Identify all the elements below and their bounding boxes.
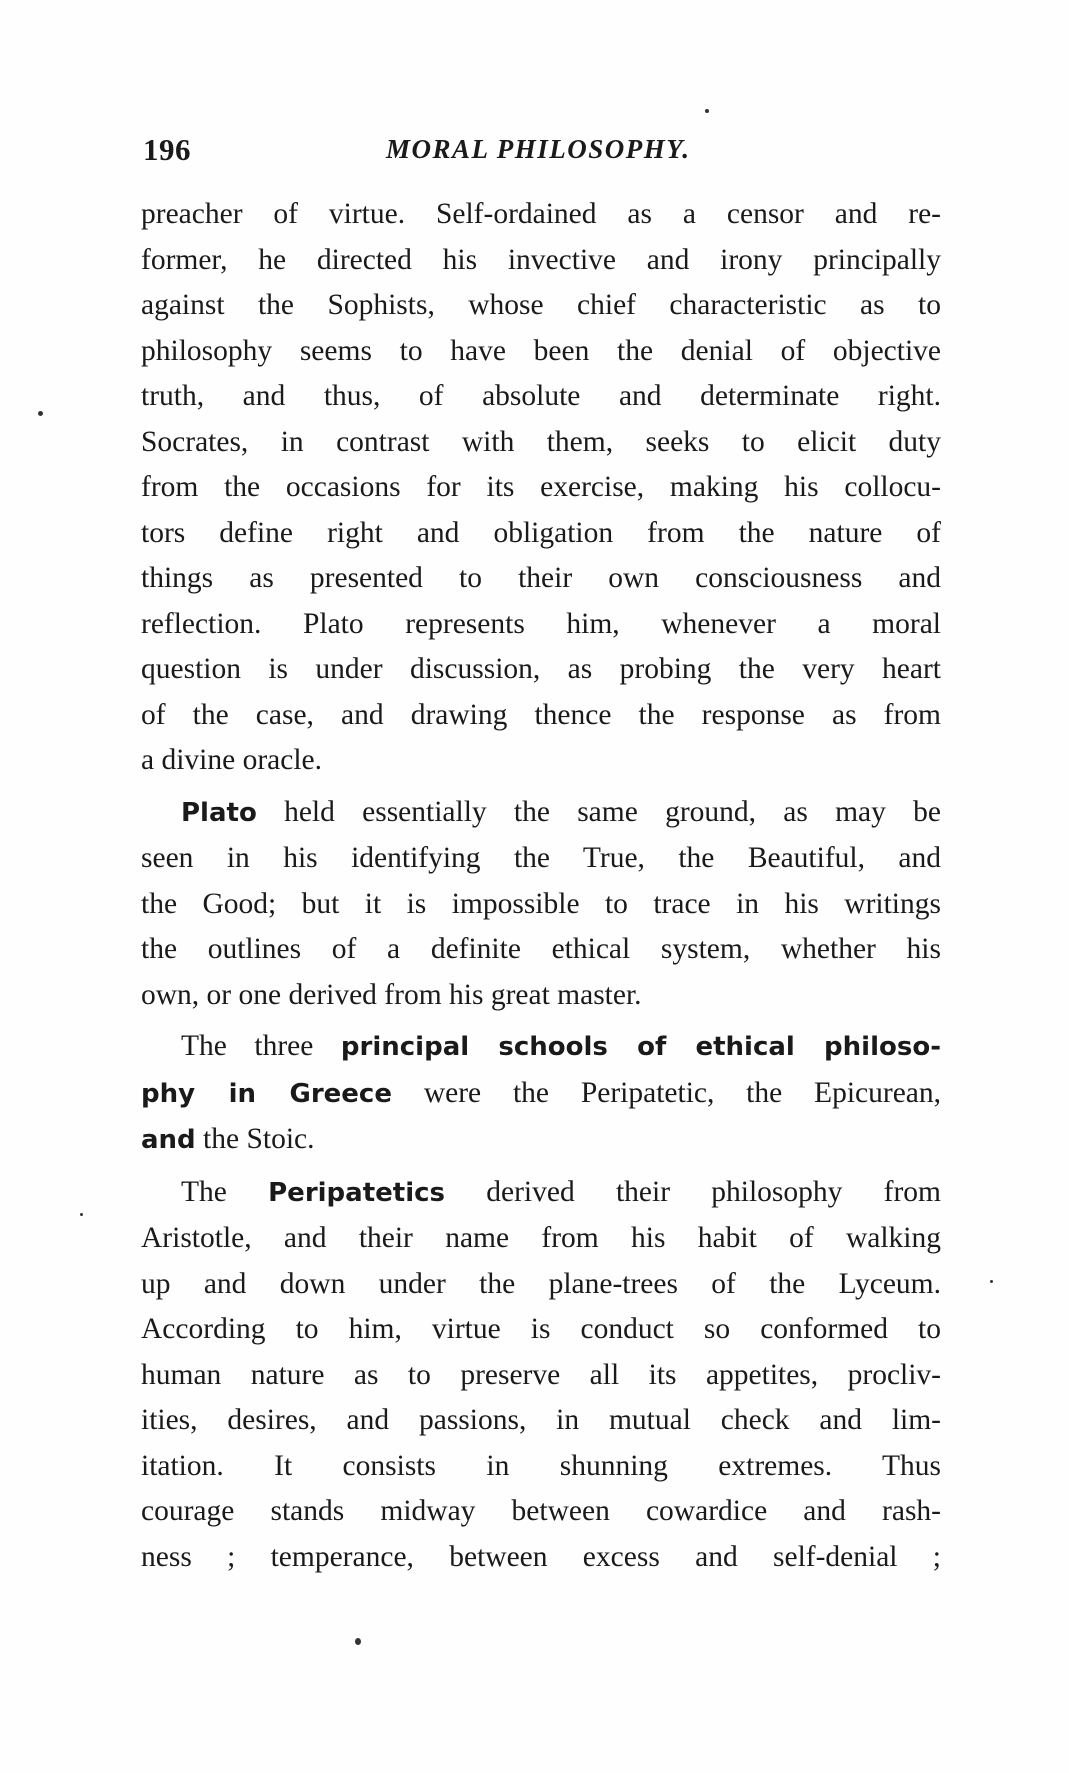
text-line: philosophy seems to have been the denial of objective (141, 334, 941, 367)
text-line: Socrates, in contrast with them, seeks to elicit duty (141, 425, 941, 458)
text-line (141, 1170, 941, 1217)
page-header (143, 132, 943, 172)
text-line: things as presented to their own consciousness and (141, 562, 941, 594)
text-run: held essentially the same ground, as may be (256, 795, 941, 828)
text-run: The (181, 1175, 269, 1208)
bold-phrase: principal schools of ethical philoso- (340, 1032, 941, 1062)
text-run: were the Peripatetic, the Epicurean, (423, 1076, 942, 1109)
scan-speck (990, 1280, 993, 1283)
text-line: ities, desires, and passions, in mutual check and lim- (141, 1404, 941, 1436)
text-line: former, he directed his invective and irony principally (141, 243, 941, 276)
page-body (141, 192, 941, 1580)
paragraph-plato (141, 790, 941, 1019)
text-line: own, or one derived from his great master. (141, 978, 642, 1011)
scan-speck (80, 1213, 83, 1216)
text-line: against the Sophists, whose chief characteristic as to (141, 289, 941, 321)
bold-phrase: phy in Greece (141, 1078, 392, 1109)
scan-speck (705, 109, 709, 113)
text-line: up and down under the plane-trees of the Lyceum. (141, 1267, 941, 1300)
bold-phrase: and (141, 1125, 196, 1155)
text-run: The three (181, 1030, 341, 1062)
bold-lead: Plato (181, 797, 257, 828)
text-line: of the case, and drawing thence the response as from (141, 698, 941, 731)
text-line: Aristotle, and their name from his habit of walking (141, 1222, 941, 1254)
text-line: truth, and thus, of absolute and determinate right. (141, 380, 941, 412)
text-run: derived their philosophy from (445, 1175, 941, 1208)
text-line (141, 1117, 941, 1164)
text-line: itation. It consists in shunning extremes. Thus (141, 1449, 941, 1482)
paragraph-socrates (141, 192, 941, 784)
text-line (141, 1071, 941, 1118)
text-line: a divine oracle. (141, 744, 323, 776)
text-line: the outlines of a definite ethical system, whether his (141, 933, 941, 965)
bold-lead: Peripatetics (268, 1177, 445, 1208)
text-line: preacher of virtue. Self-ordained as a censor and re- (141, 198, 941, 230)
text-line: tors define right and obligation from the nature of (141, 516, 941, 549)
running-title: MORAL PHILOSOPHY. (386, 134, 691, 164)
text-line: reflection. Plato represents him, whenever a moral (141, 607, 941, 640)
paragraph-peripatetics (141, 1170, 941, 1581)
text-line (141, 1024, 941, 1071)
text-line: human nature as to preserve all its appetites, procliv- (141, 1358, 941, 1391)
paragraph-three-schools (141, 1024, 941, 1164)
text-line: question is under discussion, as probing the very heart (141, 653, 941, 685)
page-number: 196 (143, 132, 191, 167)
text-line (141, 790, 941, 837)
text-run: the Stoic. (195, 1123, 315, 1155)
text-line: seen in his identifying the True, the Beautiful, and (141, 842, 941, 874)
scan-speck (355, 1638, 361, 1645)
text-line: courage stands midway between cowardice and rash- (141, 1495, 941, 1527)
text-line: According to him, virtue is conduct so conformed to (141, 1313, 941, 1345)
text-line: ness ; temperance, between excess and self-denial ; (141, 1540, 941, 1573)
text-line: the Good; but it is impossible to trace in his writings (141, 887, 941, 920)
scan-speck (38, 411, 43, 416)
text-line: from the occasions for its exercise, making his collocu- (141, 471, 941, 503)
